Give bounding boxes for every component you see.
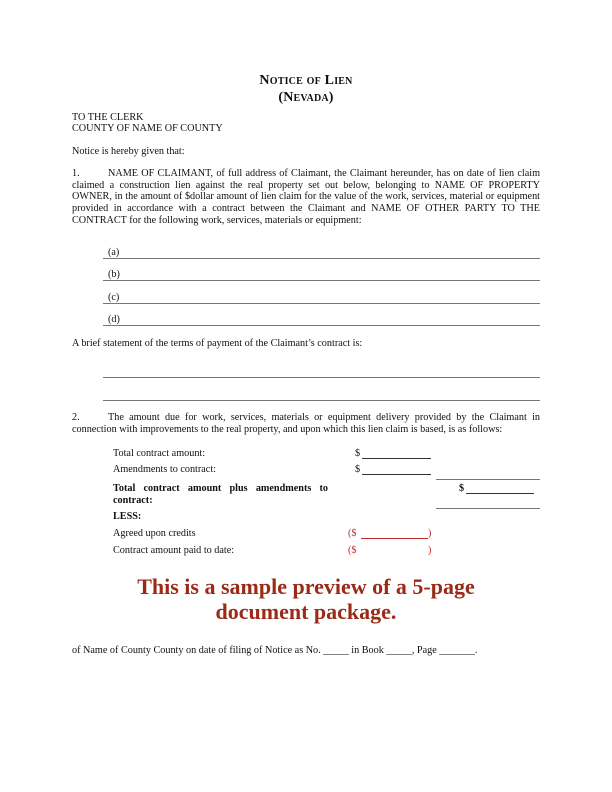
work-item-a-line[interactable]: [103, 258, 540, 259]
paid-to-date-prefix: ($: [348, 545, 357, 556]
payment-terms-line-2[interactable]: [103, 400, 540, 401]
work-item-b-line[interactable]: [103, 280, 540, 281]
total-contract-prefix: $: [355, 448, 361, 459]
less-label: LESS:: [113, 511, 142, 522]
agreed-credits-field[interactable]: [361, 538, 428, 539]
agreed-credits-suffix: ): [428, 528, 432, 539]
filing-footer-line: of Name of County County on date of filing of Notice as No. _____ in Book _____, Page _______.: [72, 645, 478, 656]
total-plus-amendments-label: Total contract amount plus amendments to contract:: [113, 483, 328, 506]
amendments-label: Amendments to contract:: [113, 464, 216, 475]
addressee-line-1: TO THE CLERK: [72, 112, 144, 123]
paid-to-date-label: Contract amount paid to date:: [113, 545, 235, 556]
total-contract-field[interactable]: [362, 458, 431, 459]
document-subtitle: (Nevada): [278, 90, 334, 105]
document-title: Notice of Lien: [259, 73, 353, 88]
section-1-number: 1.: [72, 168, 80, 179]
payment-terms-label: A brief statement of the terms of payment of the Claimant’s contract is:: [72, 338, 363, 349]
total-plus-amendments-field[interactable]: [466, 493, 534, 494]
subtotal-bottom-rule: [436, 508, 540, 509]
agreed-credits-prefix: ($: [348, 528, 357, 539]
intro-text: Notice is hereby given that:: [72, 146, 185, 157]
amendments-prefix: $: [355, 464, 361, 475]
section-2-number: 2.: [72, 412, 80, 423]
work-item-d-label: (d): [108, 314, 120, 325]
work-item-b-label: (b): [108, 269, 120, 280]
preview-banner-line-1: This is a sample preview of a 5-page: [137, 574, 475, 599]
section-1: [72, 168, 540, 227]
agreed-credits-label: Agreed upon credits: [113, 528, 196, 539]
preview-banner-line-2: document package.: [215, 599, 397, 624]
section-2: [72, 412, 540, 435]
section-1-text: NAME OF CLAIMANT, of full address of Claimant, the Claimant hereunder, has on date of lien claim claimed a construction lien against the real property set out below, belonging to NAME OF PROPERTY OWNER, in the amount of $dollar amount of lien claim for the value of the work, services, material or equipment provided in accordance with a contract between the Claimant and NAME OF OTHER PARTY TO THE CONTRACT for the following work, services, materials or equipment:: [72, 168, 540, 226]
subtotal-top-rule: [436, 479, 540, 480]
payment-terms-line-1[interactable]: [103, 377, 540, 378]
paid-to-date-suffix: ): [428, 545, 432, 556]
work-item-c-label: (c): [108, 292, 120, 303]
total-contract-label: Total contract amount:: [113, 448, 206, 459]
amendments-field[interactable]: [362, 474, 431, 475]
section-2-text: The amount due for work, services, materials or equipment delivery provided by the Claimant in connection with improvements to the real property, and upon which this lien claim is based, is as follows:: [72, 412, 540, 435]
total-plus-amendments-prefix: $: [459, 483, 465, 494]
work-item-a-label: (a): [108, 247, 120, 258]
work-item-c-line[interactable]: [103, 303, 540, 304]
addressee-line-2: COUNTY OF NAME OF COUNTY: [72, 123, 223, 134]
work-item-d-line[interactable]: [103, 325, 540, 326]
